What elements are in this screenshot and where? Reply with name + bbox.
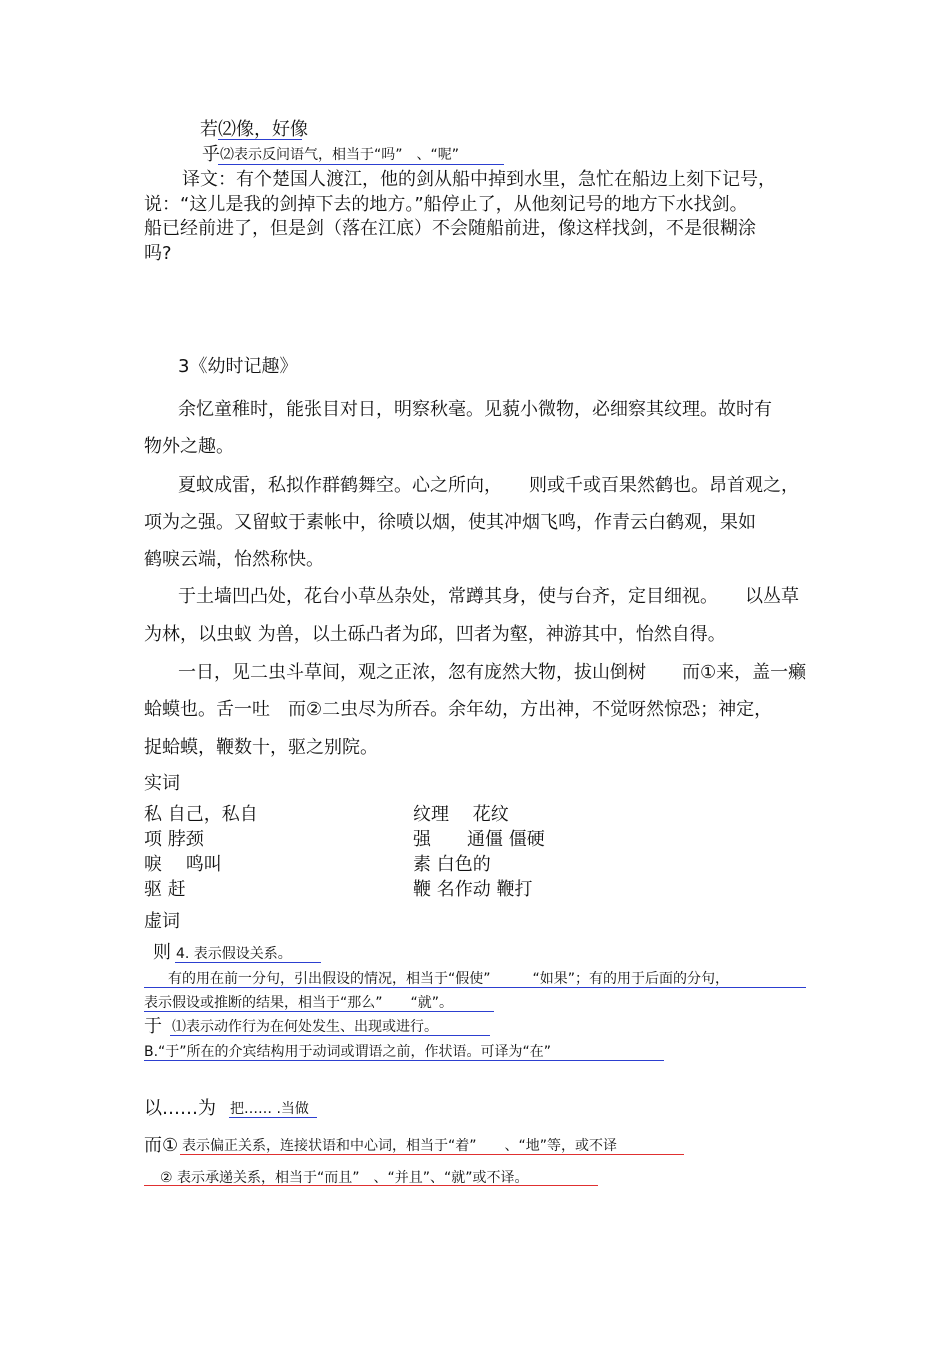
er-char: 而① bbox=[144, 1135, 179, 1156]
yi-char: 以……为 bbox=[144, 1098, 216, 1119]
ze-char: 则 bbox=[153, 942, 171, 963]
shici-right-2: 强 通僵 僵硬 bbox=[413, 829, 545, 850]
ze-a: 4. 表示假设关系。 bbox=[176, 946, 292, 962]
hu-char: 乎 bbox=[202, 144, 220, 165]
para2-line-1: 夏蚊成雷，私拟作群鹤舞空。心之所向， 则或千或百果然鹤也。昂首观之， bbox=[178, 475, 799, 496]
underline bbox=[144, 1011, 494, 1012]
para3-line-2: 为林，以虫蚁 为兽，以土砾凸者为邱，凹者为壑，神游其中，怡然自得。 bbox=[144, 624, 726, 645]
para2-line-3: 鹤唳云端，怡然称快。 bbox=[144, 549, 324, 570]
translation-line-1: 译文：有个楚国人渡江，他的剑从船中掉到水里，急忙在船边上刻下记号， bbox=[182, 169, 776, 190]
underline bbox=[170, 1035, 490, 1036]
translation-line-4: 吗? bbox=[144, 243, 172, 264]
shici-left-2: 项 脖颈 bbox=[144, 829, 204, 850]
yi-text: 把…… .当做 bbox=[230, 1101, 309, 1117]
para1-line-2: 物外之趣。 bbox=[144, 436, 234, 457]
para3-line-1: 于土墙凹凸处，花台小草丛杂处，常蹲其身，使与台齐，定目细视。 以丛草 bbox=[178, 586, 799, 607]
underline bbox=[180, 1154, 684, 1155]
shici-left-3: 唳 鸣叫 bbox=[144, 854, 222, 875]
underline bbox=[144, 1185, 598, 1186]
shici-left-4: 驱 赶 bbox=[144, 879, 186, 900]
translation-line-3: 船已经前进了，但是剑（落在江底）不会随船前进，像这样找剑，不是很糊涂 bbox=[144, 218, 756, 239]
lesson-title: 3《幼时记趣》 bbox=[178, 356, 298, 377]
underline bbox=[218, 164, 504, 165]
yu-a: ⑴表示动作行为在何处发生、出现或进行。 bbox=[172, 1019, 438, 1035]
underline bbox=[218, 139, 302, 140]
yu-char: 于 bbox=[144, 1016, 162, 1037]
underline bbox=[175, 962, 321, 963]
underline bbox=[144, 987, 806, 988]
para4-line-2: 蛤蟆也。舌一吐 而②二虫尽为所吞。余年幼，方出神，不觉呀然惊恐；神定， bbox=[144, 699, 773, 720]
para1-line-1: 余忆童稚时，能张目对日，明察秋毫。见藐小微物，必细察其纹理。故时有 bbox=[178, 399, 772, 420]
shici-right-3: 素 白色的 bbox=[413, 854, 491, 875]
ze-c: 表示假设或推断的结果，相当于“那么” “就”。 bbox=[144, 995, 454, 1011]
para2-line-2: 项为之强。又留蚊于素帐中，徐喷以烟，使其冲烟飞鸣，作青云白鹤观，果如 bbox=[144, 512, 756, 533]
shici-heading: 实词 bbox=[144, 773, 180, 794]
shici-right-4: 鞭 名作动 鞭打 bbox=[413, 879, 533, 900]
ze-b: 有的用在前一分句，引出假设的情况，相当于“假使” “如果”；有的用于后面的分句， bbox=[168, 971, 730, 987]
yu-b: B.“于”所在的介宾结构用于动词或谓语之前，作状语。可译为“在” bbox=[144, 1044, 552, 1060]
ruo-line: 若⑵像，好像 bbox=[200, 119, 308, 140]
er1-text: 表示偏正关系，连接状语和中心词，相当于“着” 、“地”等，或不译 bbox=[182, 1138, 618, 1154]
para4-line-1: 一日，见二虫斗草间，观之正浓，忽有庞然大物，拔山倒树 而①来，盖一癞 bbox=[178, 662, 807, 683]
shici-right-1: 纹理 花纹 bbox=[413, 804, 509, 825]
xuci-heading: 虚词 bbox=[144, 911, 180, 932]
hu-text: ⑵表示反问语气，相当于“吗” 、“呢” bbox=[220, 147, 460, 163]
translation-line-2: 说：“这儿是我的剑掉下去的地方。”船停止了，从他刻记号的地方下水找剑。 bbox=[144, 194, 748, 215]
underline bbox=[229, 1117, 317, 1118]
underline bbox=[144, 1060, 664, 1061]
shici-left-1: 私 自己，私自 bbox=[144, 804, 258, 825]
para4-line-3: 捉蛤蟆，鞭数十，驱之别院。 bbox=[144, 737, 378, 758]
er2-text: ② 表示承递关系，相当于“而且” 、“并且”、“就”或不译。 bbox=[160, 1170, 529, 1186]
